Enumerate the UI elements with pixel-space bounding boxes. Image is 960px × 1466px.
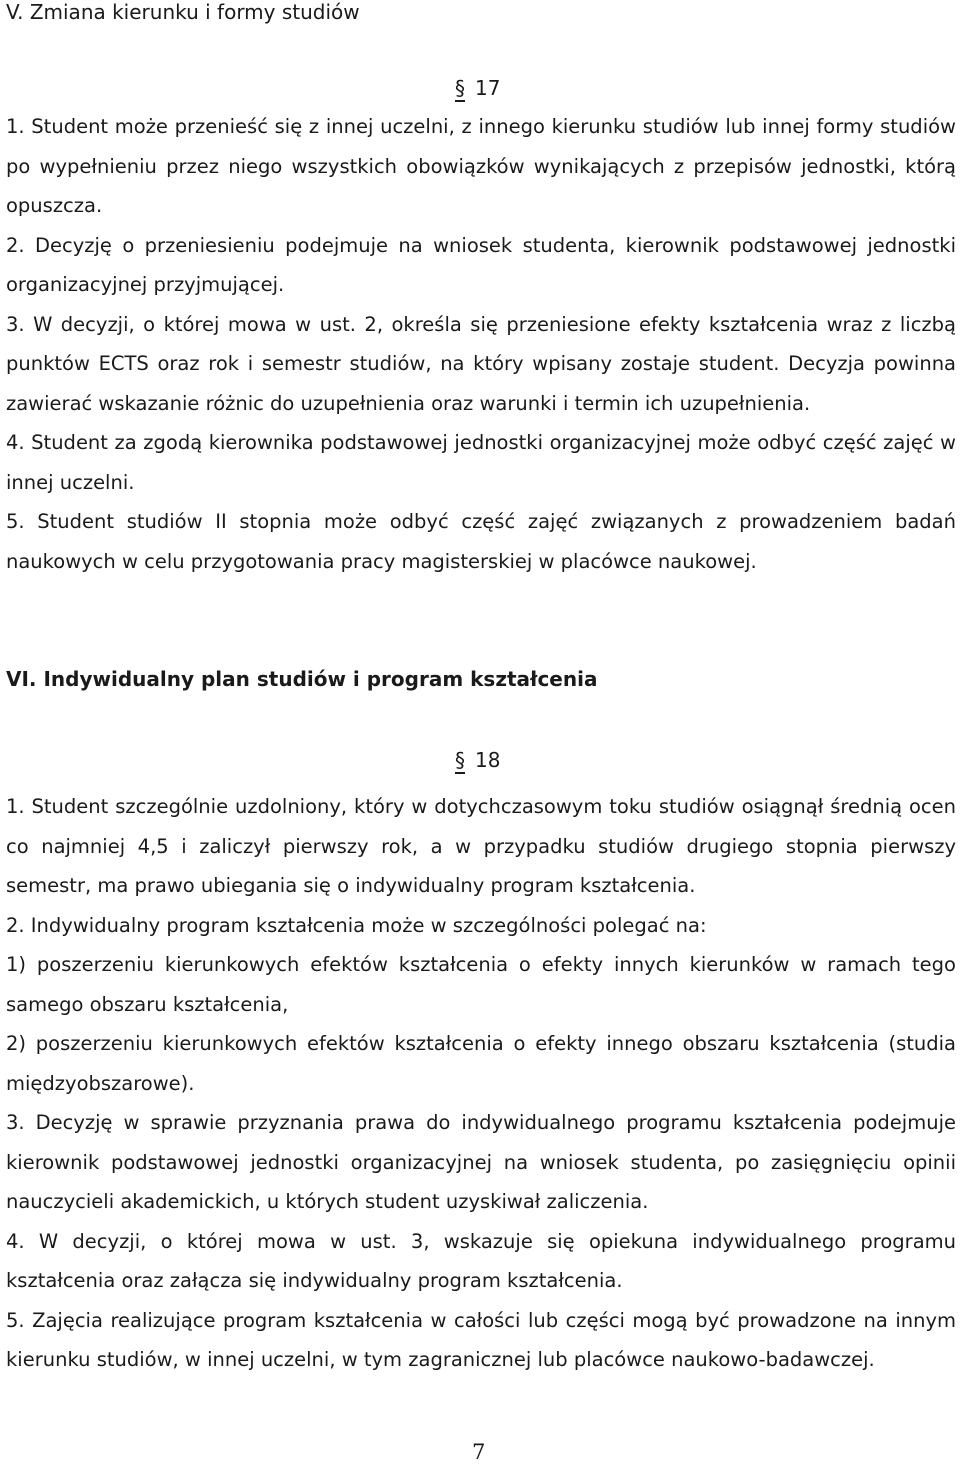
paragraph-18-body	[6, 787, 956, 1380]
point-5: 5. Zajęcia realizujące program kształcenia w całości lub części mogą być prowadzone na innym kierunku studiów, w innej uczelni, w tym zagranicznej lub placówce naukowo-badawczej.	[6, 1308, 956, 1371]
paragraph-symbol: §	[455, 748, 465, 772]
point-5: 5. Student studiów II stopnia może odbyć część zajęć związanych z prowadzeniem badań naukowych w celu przygotowania pracy magisterskiej w placówce naukowej.	[6, 510, 956, 573]
point-1: 1. Student szczególnie uzdolniony, który w dotychczasowym toku studiów osiągnął średnią ocen co najmniej 4,5 i zaliczył pierwszy rok, a w przypadku studiów drugiego stopnia pierwszy semestr, ma prawo ubiegania się o indywidualny program kształcenia.	[6, 795, 956, 897]
paragraph-number: 17	[475, 76, 501, 100]
subpoint-1: 1) poszerzeniu kierunkowych efektów kształcenia o efekty innych kierunków w ramach tego samego obszaru kształcenia,	[6, 953, 956, 1016]
point-3: 3. W decyzji, o której mowa w ust. 2, określa się przeniesione efekty kształcenia wraz z liczbą punktów ECTS oraz rok i semestr studiów, na który wpisany zostaje student. Decyzja powinna zawierać wskazanie różnic do uzupełnienia oraz warunki i termin ich uzupełnienia.	[6, 312, 956, 415]
section-heading-vi: VI. Indywidualny plan studiów i program kształcenia	[6, 667, 598, 691]
paragraph-symbol: §	[455, 76, 465, 100]
paragraph-18-marker	[455, 748, 500, 772]
paragraph-17-body	[6, 107, 956, 581]
point-1: 1. Student może przenieść się z innej uczelni, z innego kierunku studiów lub innej formy studiów po wypełnieniu przez niego wszystkich obowiązków wynikających z przepisów jednostki, którą opuszcza.	[6, 115, 956, 217]
point-2: 2. Indywidualny program kształcenia może w szczególności polegać na:	[6, 913, 707, 937]
paragraph-17-marker	[455, 76, 500, 100]
point-2: 2. Decyzję o przeniesieniu podejmuje na wniosek studenta, kierownik podstawowej jednostki organizacyjnej przyjmującej.	[6, 233, 956, 296]
point-4: 4. W decyzji, o której mowa w ust. 3, wskazuje się opiekuna indywidualnego programu kształcenia oraz załącza się indywidualny program kształcenia.	[6, 1229, 956, 1292]
point-3: 3. Decyzję w sprawie przyznania prawa do indywidualnego programu kształcenia podejmuje kierownik podstawowej jednostki organizacyjnej na wniosek studenta, po zasięgnięciu opinii nauczycieli akademickich, u których student uzyskiwał zaliczenia.	[6, 1111, 956, 1213]
page-number: 7	[472, 1440, 486, 1464]
point-4: 4. Student za zgodą kierownika podstawowej jednostki organizacyjnej może odbyć część zajęć w innej uczelni.	[6, 431, 956, 494]
paragraph-number: 18	[475, 748, 501, 772]
section-heading-v: V. Zmiana kierunku i formy studiów	[6, 0, 360, 24]
subpoint-2: 2) poszerzeniu kierunkowych efektów kształcenia o efekty innego obszaru kształcenia (studia międzyobszarowe).	[6, 1032, 956, 1095]
